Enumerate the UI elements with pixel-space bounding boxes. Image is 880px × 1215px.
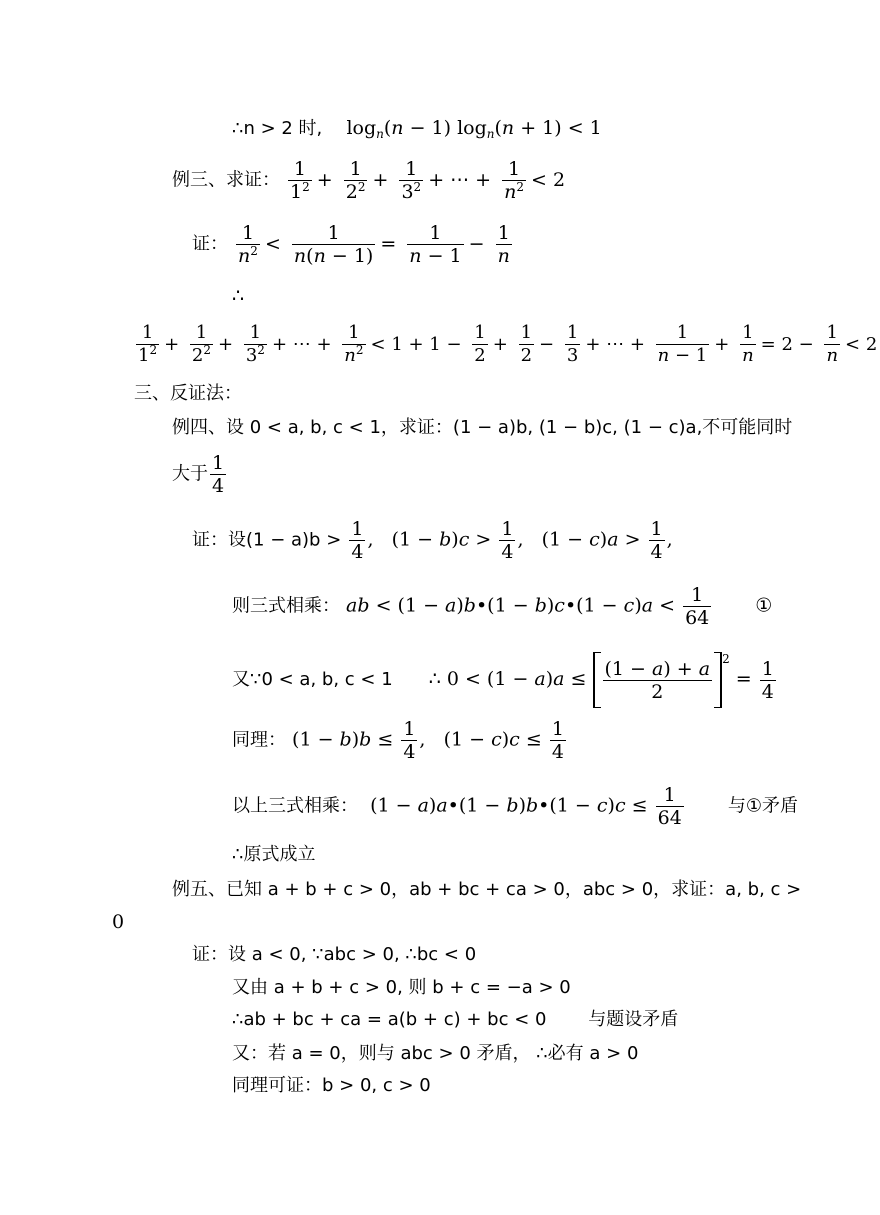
example-3-proof-step: 证： $\frac{1}{n^2}$ < $\frac{1}{n(n - 1)}$ = $\frac{1}{n - 1}$ − $\frac{1}{n}$: [192, 222, 510, 267]
section-3-heading: 三、反证法：: [134, 383, 242, 404]
example-5-proof-line-2: 又由 a + b + c > 0, 则 b + c = −a > 0: [232, 977, 571, 998]
example-4-bound: 又∵0 < a, b, c < 1 ∴ 0 < (1 − a)a ≤ $\frac{(1 - a) + a}{2}$ $^2$ = $\frac{1}{4}$: [232, 652, 778, 708]
example-4-statement-tail: 大于 $\frac{1}{4}$: [172, 452, 225, 497]
example-4-product-bound: 以上三式相乘： (1 − a)a•(1 − b)b•(1 − c)c ≤ $\frac{1}{64}$ 与①矛盾: [232, 784, 798, 829]
example-5-statement-wrap: 0: [112, 911, 125, 933]
math-log-product: $\log_n(n - 1) \log_n(n + 1) < 1$: [346, 117, 602, 141]
example-5-proof-line-4: 又：若 a = 0，则与 abc > 0 矛盾， ∴必有 a > 0: [232, 1043, 639, 1064]
conclusion-line-log: [232, 116, 602, 141]
example-4-similarly: 同理： (1 − b)b ≤ $\frac{1}{4}$ , (1 − c)c ≤ $\frac{1}{4}$: [232, 718, 564, 763]
example-4-conclusion: ∴原式成立: [232, 844, 316, 865]
example-3-statement: 例三、求证： $\frac{1}{1^2}$ + $\frac{1}{2^2}$ + $\frac{1}{3^2}$ + ⋯ + $\frac{1}{n^2}$ < 2: [172, 158, 566, 203]
fraction: $\frac{1}{2^2}$: [345, 158, 366, 203]
fraction: $\frac{1}{3^2}$: [401, 158, 422, 203]
text-n-gt-2: ∴n > 2 时,: [232, 118, 323, 139]
fraction: $\frac{1}{n - 1}$: [409, 222, 462, 267]
fraction: $\frac{1}{n(n - 1)}$: [293, 222, 374, 267]
example-4-product: 则三式相乘： ab < (1 − a)b•(1 − b)c•(1 − c)a < $\frac{1}{64}$ ①: [232, 584, 773, 629]
example-5-proof-line-1: 证：设 a < 0, ∵abc > 0, ∴bc < 0: [192, 944, 477, 965]
assumption-label: 证：设(1 − a)b >: [192, 529, 342, 551]
example-5-expression: ∴ab + bc + ca = a(b + c) + bc < 0: [232, 1009, 547, 1030]
example-3-sum-chain: $\frac{1}{1^2}$ + $\frac{1}{2^2}$ + $\frac{1}{3^2}$ + ⋯ + $\frac{1}{n^2}$ < 1 + 1 − $\frac{1}{2}$ + $\frac{1}{2}$ − $\frac{1}{3}$ + ⋯ + $\frac{1}{n - 1}$ + $\frac{1}{n}$ = 2 − $\frac{1}{n}$ < 2: [138, 322, 878, 366]
therefore-symbol: ∴: [232, 285, 245, 307]
fraction: $\frac{1}{1^2}$: [290, 158, 310, 203]
product-label-2: 以上三式相乘：: [232, 795, 358, 817]
similarly-label: 同理：: [232, 729, 286, 751]
also-label: 又∵0 < a, b, c < 1: [232, 669, 393, 690]
example-5-proof-line-3: [232, 1008, 678, 1032]
example-4-assumption: 证：设(1 − a)b > $\frac{1}{4}$ , (1 − b)c > $\frac{1}{4}$ , (1 − c)a > $\frac{1}{4}$ ,: [192, 518, 673, 563]
contradiction-note-2: 与题设矛盾: [588, 1009, 679, 1030]
product-label: 则三式相乘：: [232, 595, 340, 617]
example-5-statement: 例五、已知 a + b + c > 0，ab + bc + ca > 0，abc > 0，求证：a, b, c >: [172, 879, 802, 900]
example-3-title: 例三、求证：: [172, 169, 280, 191]
fraction: $\frac{1}{n^2}$: [504, 158, 525, 203]
fraction: $\frac{1}{n^2}$: [238, 222, 258, 267]
text-greater-than: 大于: [172, 463, 208, 485]
fraction: $\frac{1}{n}$: [497, 222, 510, 267]
example-4-statement: 例四、设 0 < a, b, c < 1，求证：(1 − a)b, (1 − b)c, (1 − c)a,不可能同时: [172, 417, 793, 438]
contradiction-note: 与①矛盾: [727, 795, 798, 817]
example-5-proof-line-5: 同理可证：b > 0, c > 0: [232, 1075, 431, 1096]
proof-label: 证：: [192, 233, 228, 255]
